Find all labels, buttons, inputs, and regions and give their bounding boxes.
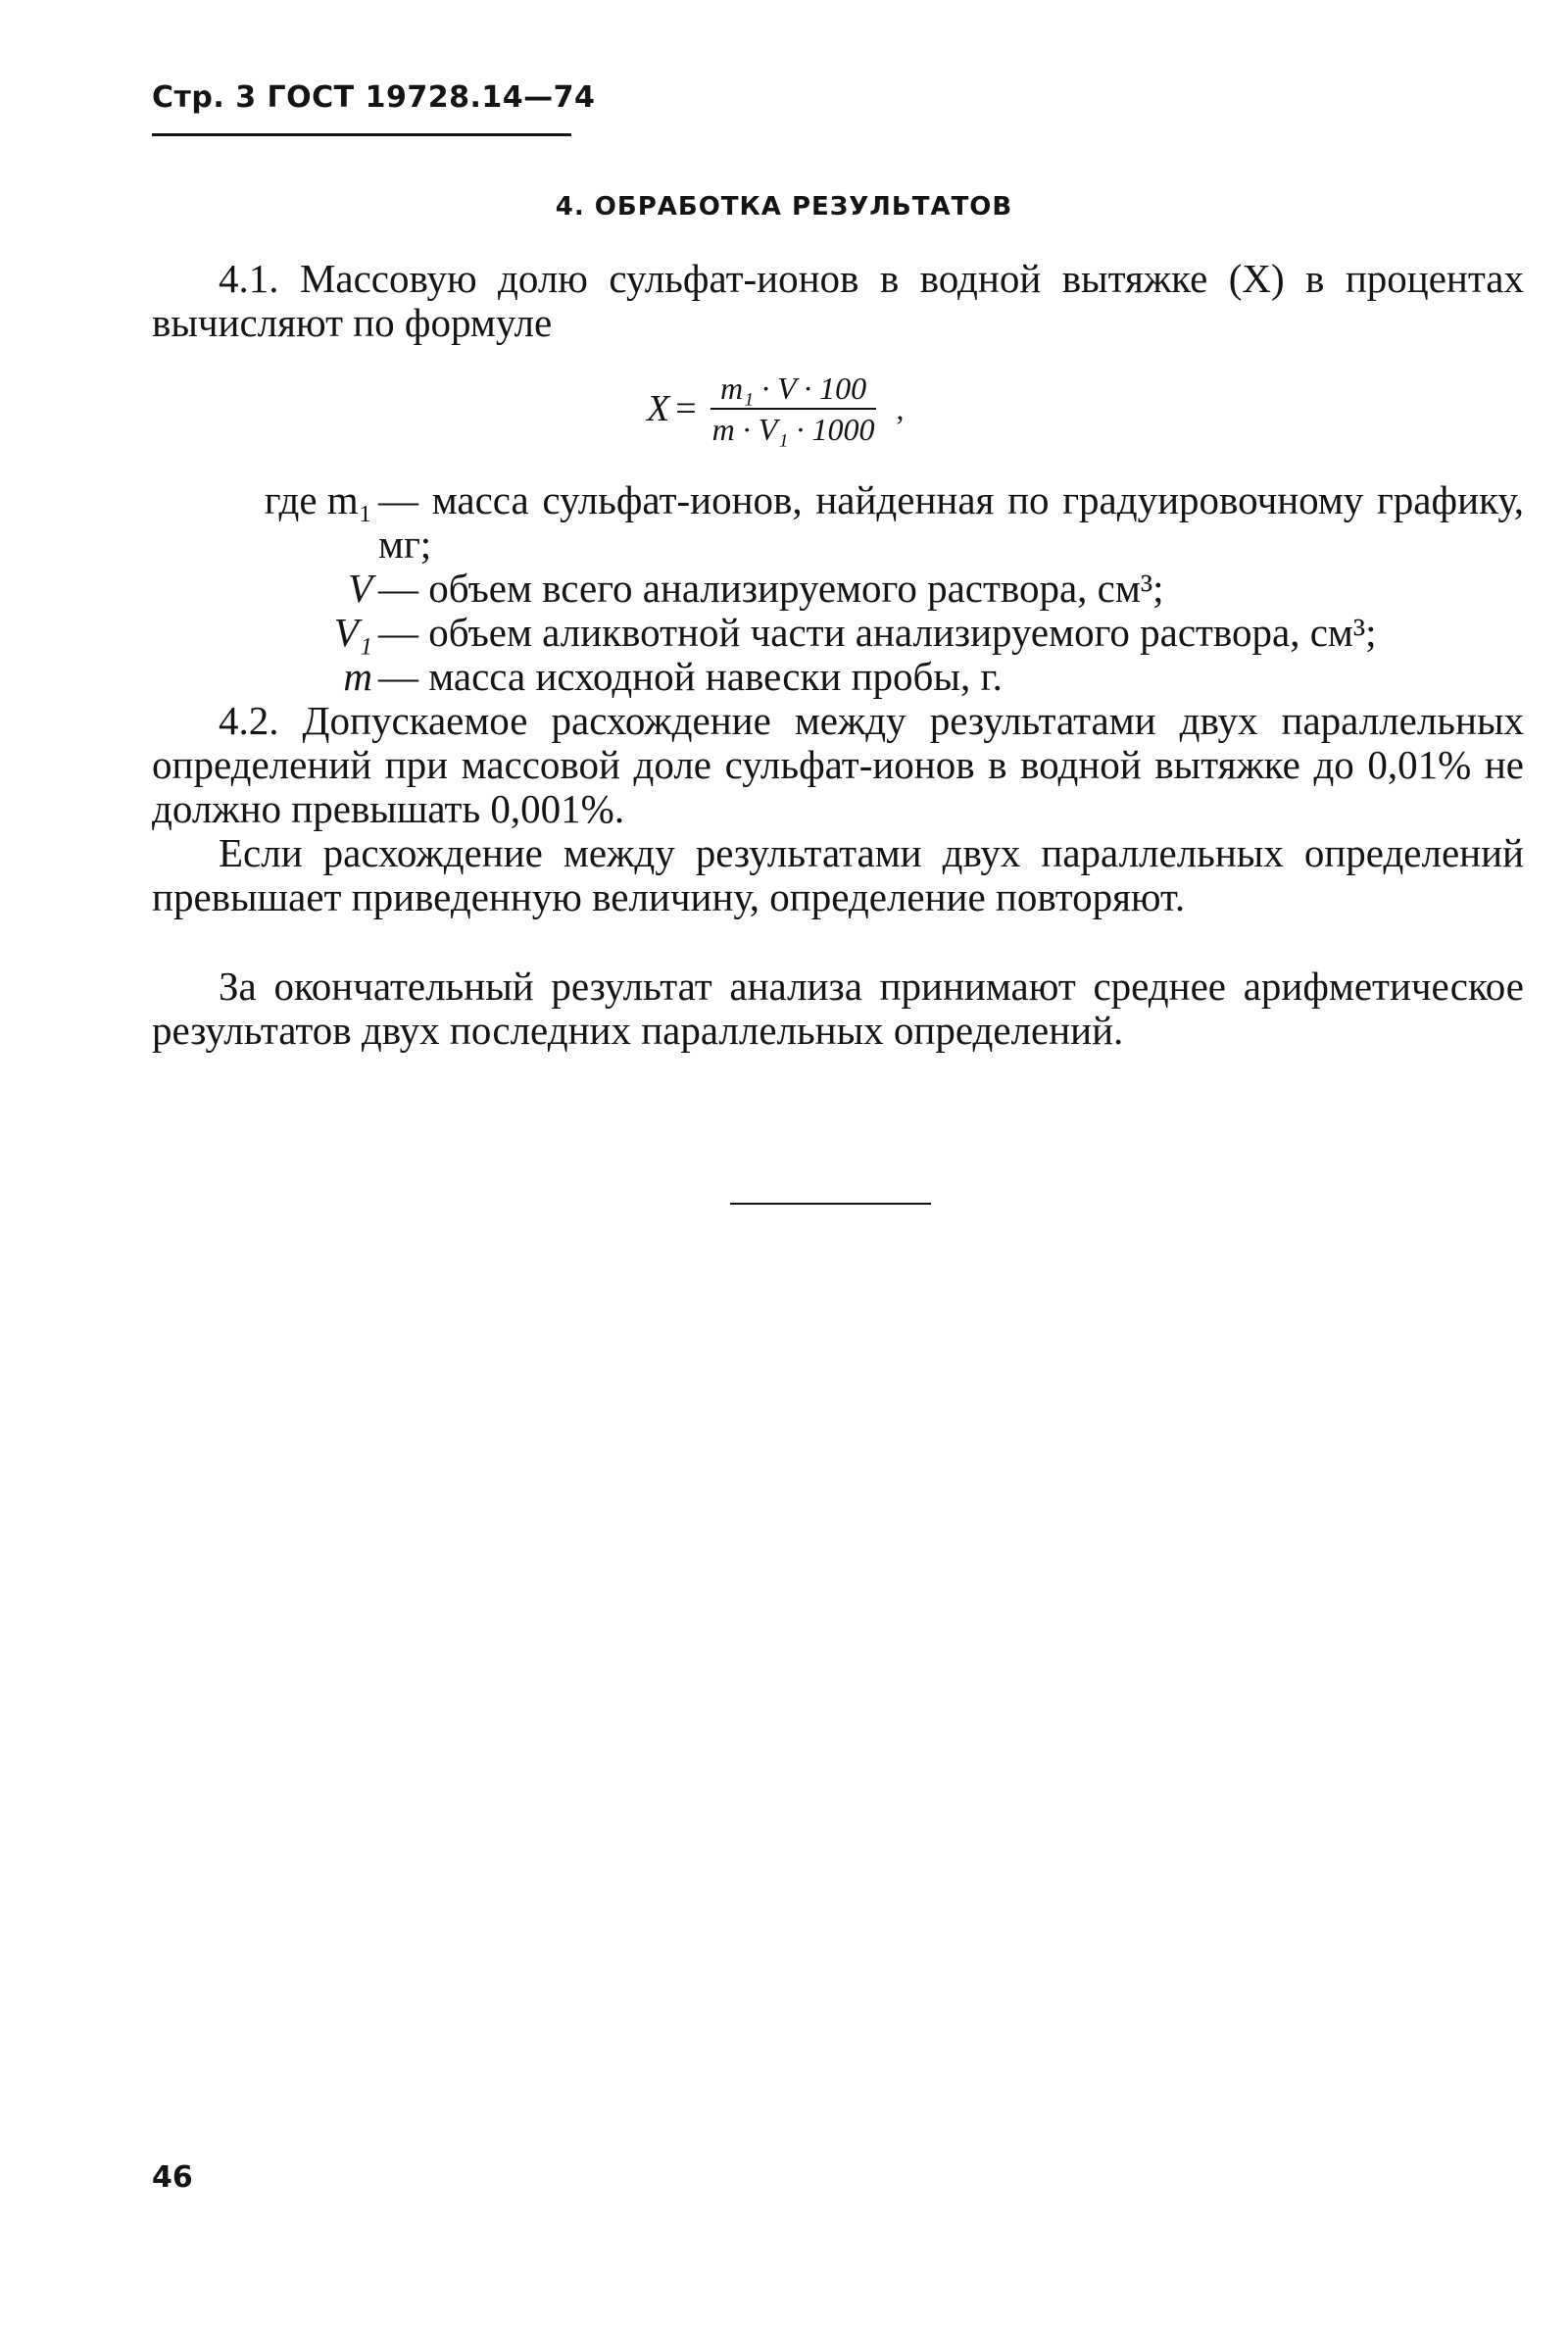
paragraph-4-1-text: 4.1. Массовую долю сульфат-ионов в водной вытяжке (X) в процентах вычисляют по формуле: [152, 256, 1524, 345]
definition-text: [378, 611, 1524, 655]
definition-symbol: где m₁: [264, 477, 372, 522]
definition-body: объем всего анализируемого раствора, см³;: [428, 566, 1164, 611]
definition-item: [152, 478, 1524, 567]
formula-equals: =: [675, 388, 697, 429]
definition-dash: —: [378, 654, 418, 699]
formula-denominator: m · V₁ · 1000: [711, 412, 875, 447]
header-rule: [152, 133, 571, 136]
end-rule: [730, 1203, 931, 1205]
definition-symbol: m: [343, 654, 372, 699]
formula-lhs: X: [647, 388, 670, 429]
paragraph-4-2-repeat-text: Если расхождение между результатами двух параллельных определений превышает приведенную величину, определение повторяют.: [152, 830, 1524, 919]
page-header: Стр. 3 ГОСТ 19728.14—74: [152, 80, 596, 115]
paragraph-4-2-final-text: За окончательный результат анализа принимают среднее арифметическое результатов двух последних параллельных определений.: [152, 964, 1524, 1053]
definition-text: [378, 478, 1524, 567]
formula: [647, 369, 904, 449]
definition-item: [152, 611, 1524, 655]
definitions-list: [152, 478, 1524, 699]
formula-fraction: [703, 369, 885, 449]
formula-numerator: m₁ · V · 100: [710, 369, 876, 410]
definition-dash: —: [378, 610, 418, 655]
definition-text: [378, 567, 1524, 611]
paragraph-4-2-repeat: [152, 831, 1524, 919]
definition-text: [378, 655, 1524, 699]
definition-body: масса сульфат-ионов, найденная по градуировочному графику, мг;: [378, 477, 1524, 567]
paragraph-4-2-text: 4.2. Допускаемое расхождение между результатами двух параллельных определений при массовой доле сульфат-ионов в водной вытяжке до 0,01% не должно превышать 0,001%.: [152, 698, 1524, 831]
definition-body: масса исходной навески пробы, г.: [428, 654, 1003, 699]
paragraph-4-2: [152, 699, 1524, 831]
definition-item: [152, 655, 1524, 699]
paragraph-4-1: [152, 257, 1524, 345]
section-title: 4. ОБРАБОТКА РЕЗУЛЬТАТОВ: [555, 192, 1013, 222]
page-number: 46: [152, 2160, 193, 2195]
definition-dash: —: [378, 477, 418, 522]
definition-item: [152, 567, 1524, 611]
definition-dash: —: [378, 566, 418, 611]
paragraph-4-2-final: [152, 965, 1524, 1053]
definition-body: объем аликвотной части анализируемого раствора, см³;: [428, 610, 1377, 655]
definition-symbol: V₁: [333, 610, 372, 655]
definition-symbol: V: [347, 566, 372, 611]
formula-comma: ,: [896, 390, 905, 426]
